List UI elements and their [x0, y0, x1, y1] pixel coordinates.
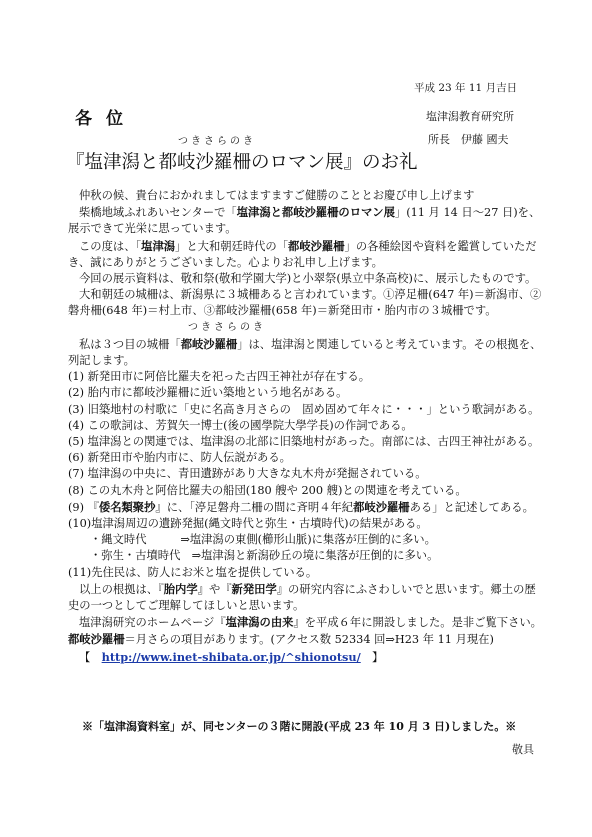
text: 』や『 — [197, 582, 232, 596]
term-tsukisara: 都岐沙羅柵 — [288, 238, 345, 253]
paragraph-thanks — [68, 238, 538, 255]
sub-list-item: ・弥生・古墳時代 ⇒塩津潟と新潟砂丘の境に集落が圧倒的に多い。 — [90, 549, 439, 563]
sender-director: 所長 伊藤 國夫 — [428, 133, 509, 146]
closing-word: 敬具 — [512, 743, 534, 756]
paragraph-conclusion-cont: 史の一つとしてご理解してほしいと思います。 — [68, 599, 305, 613]
bracket: 【 — [79, 650, 102, 664]
book-title: 倭名類聚抄 — [98, 499, 156, 514]
paragraph-exhibition-cont: 展示できて光栄に思っています。 — [68, 222, 237, 236]
list-item: (4) この歌詞は、芳賀矢一博士(後の國學院大學学長)の作詞である。 — [68, 418, 413, 432]
text: 」の各種絵図や資料を鑑賞していただ — [344, 239, 537, 253]
paragraph-thanks-cont: き、誠にありがとうございました。心よりお礼申し上げます。 — [68, 255, 383, 269]
paragraph-conclusion — [68, 581, 538, 598]
list-item: (7) 塩津潟の中央に、青田遺跡があり大きな丸木舟が発掘されている。 — [68, 467, 427, 481]
paragraph-reasons — [68, 336, 542, 353]
paragraph-greeting: 仲秋の候、貴台におかれましてはますますご健勝のこととお慶び申し上げます — [79, 189, 475, 202]
text: 以上の根拠は、『 — [79, 582, 164, 596]
paragraph-materials: 今回の展示資料は、敬和祭(敬和学園大学)と小翠祭(県立中条高校)に、展示したものです。 — [79, 272, 537, 286]
list-item: (8) この丸木舟と阿倍比羅夫の船団(180 艘や 200 艘)との関連を考えている。 — [68, 483, 467, 497]
homepage-link[interactable]: http://www.inet-shibata.or.jp/^shionotsu/ — [101, 649, 361, 664]
letter-date: 平成 23 年 11 月吉日 — [414, 82, 518, 94]
text: 塩津潟研究のホームページ『 — [79, 616, 226, 630]
list-item — [68, 499, 538, 516]
homepage-link-line — [68, 649, 538, 666]
paragraph-homepage-cont — [68, 631, 538, 648]
paragraph-exhibition — [68, 204, 541, 221]
notice: ※「塩津潟資料室」が、同センターの３階に開設(平成 23 年 10 月 3 日)しました。※ — [82, 720, 517, 733]
book-title: 新発田学 — [231, 581, 277, 596]
bracket: 】 — [360, 650, 384, 664]
title-ruby: つきさらのき — [178, 136, 256, 147]
text: ＝月さらの項目があります。(アクセス数 52334 回⇒H23 年 11 月現在) — [124, 633, 494, 647]
sub-list-item: ・縄文時代 ⇒塩津潟の東側(櫛形山脈)に集落が圧倒的に多い。 — [90, 533, 436, 547]
text: 柴橋地域ふれあいセンターで「 — [79, 206, 237, 220]
paragraph-castles: 大和朝廷の城柵は、新潟県に３城柵あると言われています。①渟足柵(647 年)＝新潟市、② — [79, 288, 542, 302]
list-item: (5) 塩津潟との関連では、塩津潟の北部に旧築地村があった。南部には、古四王神社がある。 — [68, 435, 540, 449]
homepage-title: 塩津潟の由来 — [225, 615, 294, 630]
book-title: 胎内学 — [163, 581, 198, 596]
exhibition-name: 塩津潟と都岐沙羅柵のロマン展 — [236, 205, 395, 220]
text: (9) 『 — [68, 500, 99, 514]
list-item: (1) 新発田市に阿倍比羅夫を祀った古四王神社が存在する。 — [68, 370, 371, 384]
term-tsukisara: 都岐沙羅柵 — [180, 336, 238, 351]
paragraph-reasons-cont: 列記します。 — [68, 354, 135, 368]
text: 」と大和朝廷時代の「 — [175, 239, 289, 253]
addressee: 各位 — [75, 109, 137, 129]
term-shionotsu: 塩津潟 — [141, 238, 176, 253]
list-item: (11)先住民は、防人にお米と塩を提供している。 — [68, 565, 318, 579]
list-item: (3) 旧築地村の村歌に「史に名高き月さらの 固め固めて年々に・・・」という歌詞がある。 — [68, 402, 540, 416]
castle-ruby: つきさらのき — [188, 321, 266, 333]
term-tsukisara: 都岐沙羅柵 — [353, 499, 410, 514]
text: 」は、塩津潟と関連していると考えています。その根拠を、 — [237, 337, 542, 351]
list-item: (6) 新発田市や胎内市に、防人伝説がある。 — [68, 451, 291, 465]
text: 』の研究内容にふさわしいでと思います。郷土の歴 — [276, 582, 536, 596]
text: ある」と記述してある。 — [409, 500, 534, 514]
term-tsukisara: 都岐沙羅柵 — [68, 632, 125, 647]
text: 』に、「渟足磐舟二柵の間に斉明４年紀 — [155, 500, 354, 514]
document-title: 『塩津潟と都岐沙羅柵のロマン展』のお礼 — [66, 152, 418, 173]
letter-body — [68, 188, 542, 666]
sender-organization: 塩津潟教育研究所 — [426, 110, 514, 123]
paragraph-homepage — [68, 614, 542, 631]
list-item: (2) 胎内市に都岐沙羅柵に近い築地という地名がある。 — [68, 386, 348, 400]
paragraph-castles-cont: 磐舟柵(648 年)＝村上市、③都岐沙羅柵(658 年)＝新発田市・胎内市の３城柵です。 — [68, 304, 497, 318]
text: この度は、「 — [79, 239, 142, 253]
text: 」(11 月 14 日～27 日)を、 — [394, 206, 541, 220]
list-item: (10)塩津潟周辺の遺跡発掘(縄文時代と弥生・古墳時代)の結果がある。 — [68, 517, 428, 531]
text: 』を平成６年に開設しました。是非ご覧下さい。 — [293, 616, 542, 630]
text: 私は３つ目の城柵「 — [79, 337, 181, 351]
